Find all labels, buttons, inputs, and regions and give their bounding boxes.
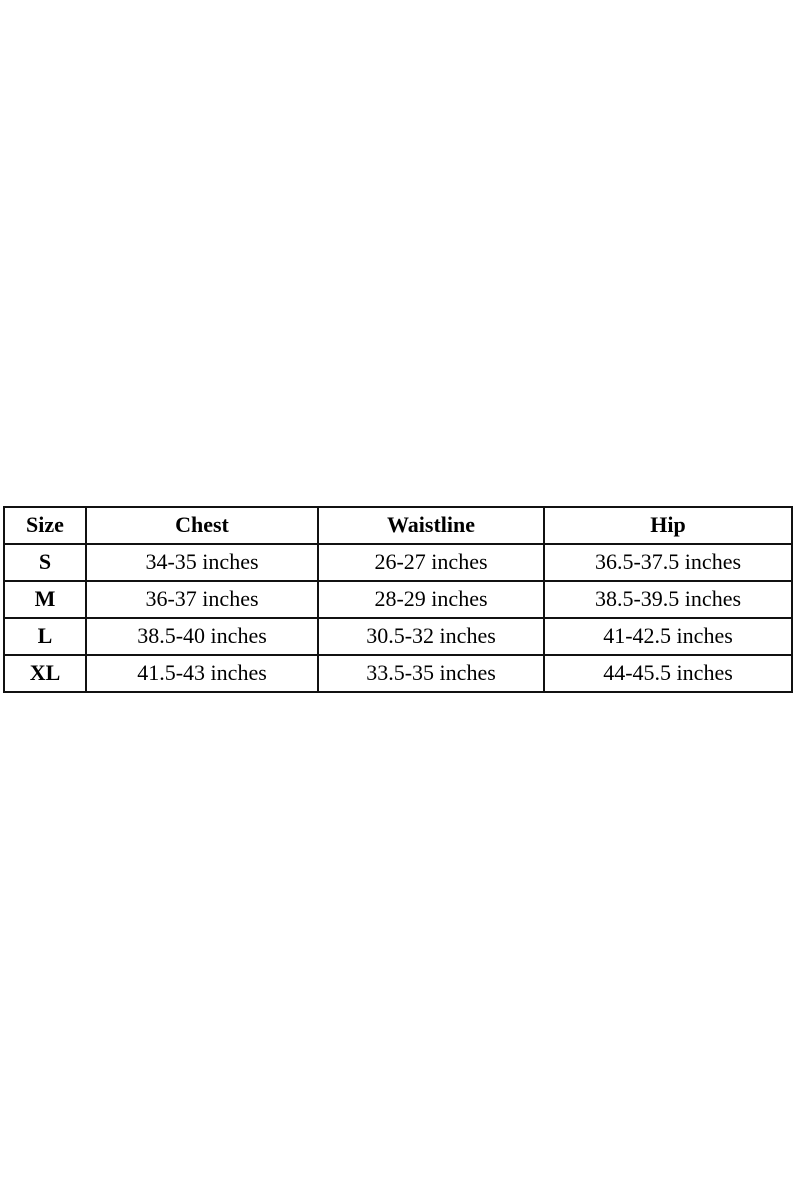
table-row-m: [4, 581, 792, 618]
waistline-value: 33.5-35 inches: [318, 655, 544, 692]
size-label: L: [4, 618, 86, 655]
hip-value: 41-42.5 inches: [544, 618, 792, 655]
hip-value: 38.5-39.5 inches: [544, 581, 792, 618]
waistline-value: 28-29 inches: [318, 581, 544, 618]
column-header-chest: Chest: [86, 507, 318, 544]
size-label: M: [4, 581, 86, 618]
hip-value: 44-45.5 inches: [544, 655, 792, 692]
waistline-value: 26-27 inches: [318, 544, 544, 581]
column-header-hip: Hip: [544, 507, 792, 544]
hip-value: 36.5-37.5 inches: [544, 544, 792, 581]
size-label: XL: [4, 655, 86, 692]
chest-value: 36-37 inches: [86, 581, 318, 618]
size-chart-container: [3, 506, 791, 693]
header-row: [4, 507, 792, 544]
size-chart-table: [3, 506, 793, 693]
size-label: S: [4, 544, 86, 581]
column-header-waistline: Waistline: [318, 507, 544, 544]
table-row-xl: [4, 655, 792, 692]
chest-value: 41.5-43 inches: [86, 655, 318, 692]
table-row-s: [4, 544, 792, 581]
column-header-size: Size: [4, 507, 86, 544]
waistline-value: 30.5-32 inches: [318, 618, 544, 655]
chest-value: 34-35 inches: [86, 544, 318, 581]
chest-value: 38.5-40 inches: [86, 618, 318, 655]
table-row-l: [4, 618, 792, 655]
